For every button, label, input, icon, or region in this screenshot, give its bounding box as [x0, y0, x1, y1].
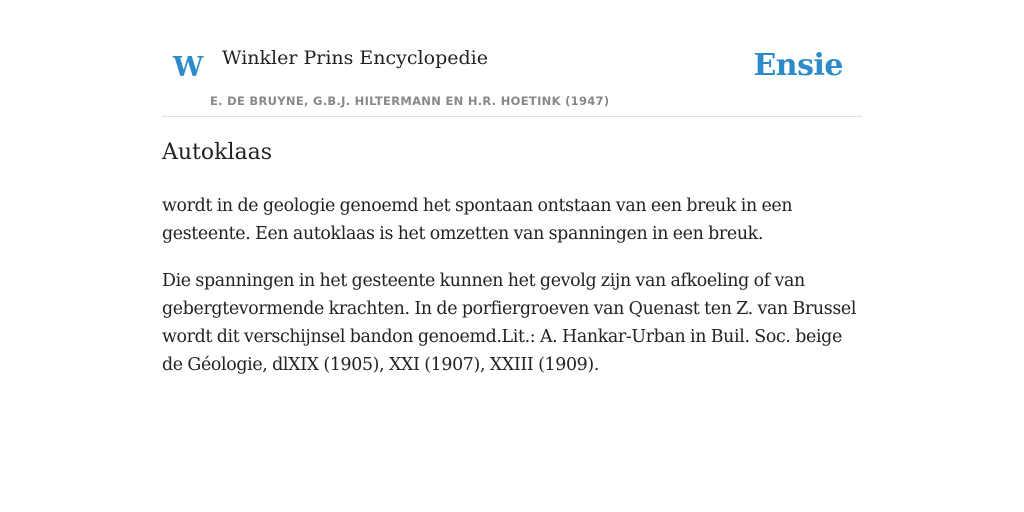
- article-body: [162, 192, 862, 398]
- encyclopedia-authors: E. DE BRUYNE, G.B.J. HILTERMANN EN H.R. HOETINK (1947): [210, 94, 610, 108]
- encyclopedia-title-link[interactable]: Winkler Prins Encyclopedie: [222, 47, 488, 69]
- ensie-logo-link[interactable]: Ensie: [753, 48, 843, 83]
- page: [162, 0, 862, 375]
- encyclopedia-header: [162, 0, 862, 117]
- article-title: Autoklaas: [162, 140, 273, 165]
- article-paragraph: Die spanningen in het gesteente kunnen het gevolg zijn van afkoeling of van gebergtevormende krachten. In de porfiergroeven van Quenast ten Z. van Brussel wordt dit verschijnsel bandon genoemd.Lit.: A. Hankar-Urban in Buil. Soc. beige de Géologie, dlXIX (1905), XXI (1907), XXIII (1909).: [162, 271, 857, 375]
- encyclopedia-logo-link[interactable]: W: [173, 52, 204, 83]
- article-paragraph: wordt in de geologie genoemd het spontaan ontstaan van een breuk in een gesteente. Een autoklaas is het omzetten van spanningen in een breuk.: [162, 196, 793, 244]
